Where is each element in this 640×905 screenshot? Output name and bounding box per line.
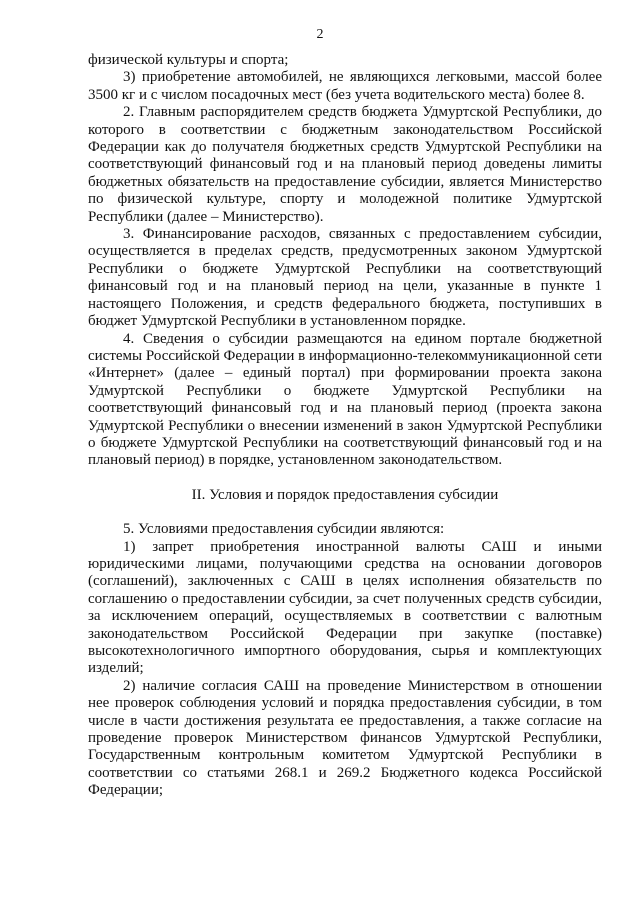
paragraph: 5. Условиями предоставления субсидии являются:: [123, 521, 445, 538]
page-number: 2: [316, 27, 324, 42]
paragraph: 1) запрет приобретения иностранной валюты САШ и иными юридическими лицами, получающими средства на основании договоров (соглашений), заключенных с САШ в целях исполнения обязательств по соглашению о предоставлении субсидии, за счет полученных средств субсидии, за исключением операций, осуществляемых в соответствии с валютным законодательством Российской Федерации при закупке (поставке) высокотехнологичного импортного оборудования, сырья и комплектующих изделий;: [88, 538, 602, 677]
paragraph: 2. Главным распорядителем средств бюджета Удмуртской Республики, до которого в соответствии с бюджетным законодательством Российской Федерации как до получателя бюджетных средств Удмуртской Республики на соответствующий финансовый год и на плановый период доведены лимиты бюджетных обязательств на предоставление субсидии, является Министерство по физической культуре, спорту и молодежной политике Удмуртской Республики (далее – Министерство).: [88, 104, 602, 225]
document-body: [88, 52, 602, 800]
paragraph: 3. Финансирование расходов, связанных с предоставлением субсидии, осуществляется в пределах средств, предусмотренных законом Удмуртской Республики о бюджете Удмуртской Республики на соответствующий финансовый год и на плановый период на цели, указанные в пункте 1 настоящего Положения, и средств федерального бюджета, поступивших в бюджет Удмуртской Республики в установленном порядке.: [88, 226, 602, 330]
paragraph: 4. Сведения о субсидии размещаются на едином портале бюджетной системы Российской Федерации в информационно-телекоммуникационной сети «Интернет» (далее – единый портал) при формировании проекта закона Удмуртской Республики о бюджете Удмуртской Республики на соответствующий финансовый год и на плановый период (проекта закона Удмуртской Республики о внесении изменений в закон Удмуртской Республики о бюджете Удмуртской Республики на соответствующий финансовый год и на плановый период) в порядке, установленном законодательством.: [88, 330, 602, 469]
paragraph: 2) наличие согласия САШ на проведение Министерством в отношении нее проверок соблюдения условий и порядка предоставления субсидии, в том числе в части достижения результата ее предоставления, а также согласие на проведение проверок Министерством финансов Удмуртской Республики, Государственным контрольным комитетом Удмуртской Республики в соответствии со статьями 268.1 и 269.2 Бюджетного кодекса Российской Федерации;: [88, 677, 602, 799]
paragraph: физической культуры и спорта;: [88, 52, 289, 68]
section-heading: II. Условия и порядок предоставления субсидии: [191, 486, 499, 503]
paragraph: 3) приобретение автомобилей, не являющихся легковыми, массой более 3500 кг и с числом посадочных мест (без учета водительского места) более 8.: [88, 69, 602, 103]
